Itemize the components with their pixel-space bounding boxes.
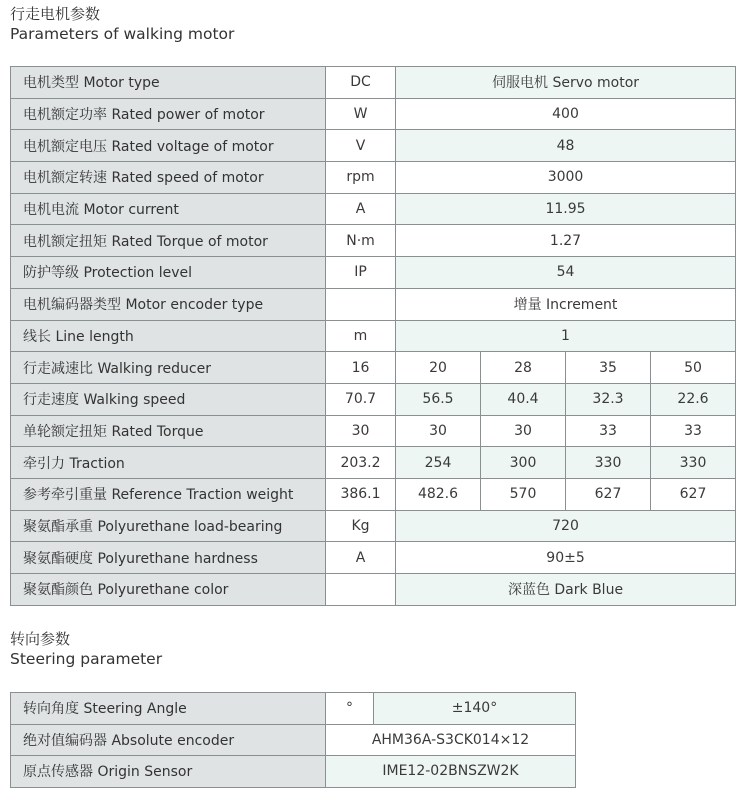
- row-value: 54: [396, 257, 736, 289]
- row-label: 参考牵引重量 Reference Traction weight: [11, 478, 326, 510]
- row-value: 627: [651, 478, 736, 510]
- row-label: 电机电流 Motor current: [11, 193, 326, 225]
- row-value: 40.4: [481, 383, 566, 415]
- table-row: [11, 130, 736, 162]
- row-unit: 16: [326, 352, 396, 384]
- row-unit: N·m: [326, 225, 396, 257]
- table-row: [11, 288, 736, 320]
- row-unit: 70.7: [326, 383, 396, 415]
- row-value: 56.5: [396, 383, 481, 415]
- row-value: 1.27: [396, 225, 736, 257]
- table-row: [11, 574, 736, 606]
- table-row: [11, 98, 736, 130]
- row-value: 570: [481, 478, 566, 510]
- row-value: 1: [396, 320, 736, 352]
- row-label: 行走减速比 Walking reducer: [11, 352, 326, 384]
- row-label: 原点传感器 Origin Sensor: [11, 756, 326, 788]
- row-value: 50: [651, 352, 736, 384]
- row-value: 33: [651, 415, 736, 447]
- row-value: 32.3: [566, 383, 651, 415]
- table-row: [11, 352, 736, 384]
- table-row: [11, 383, 736, 415]
- walking-title-zh: 行走电机参数: [10, 5, 101, 23]
- row-value: 330: [566, 447, 651, 479]
- steering-title-zh: 转向参数: [10, 630, 71, 648]
- table-row: [11, 510, 736, 542]
- row-unit: Kg: [326, 510, 396, 542]
- row-label: 电机额定转速 Rated speed of motor: [11, 162, 326, 194]
- row-unit: A: [326, 193, 396, 225]
- row-unit: 203.2: [326, 447, 396, 479]
- row-value: 22.6: [651, 383, 736, 415]
- steering-table: [10, 692, 576, 788]
- row-unit: 386.1: [326, 478, 396, 510]
- table-row: [11, 193, 736, 225]
- row-label: 电机编码器类型 Motor encoder type: [11, 288, 326, 320]
- row-unit: °: [326, 693, 374, 725]
- row-label: 牵引力 Traction: [11, 447, 326, 479]
- row-value: 35: [566, 352, 651, 384]
- row-label: 绝对值编码器 Absolute encoder: [11, 724, 326, 756]
- row-value: 30: [396, 415, 481, 447]
- row-label: 电机额定功率 Rated power of motor: [11, 98, 326, 130]
- row-label: 行走速度 Walking speed: [11, 383, 326, 415]
- row-unit: [326, 574, 396, 606]
- row-unit: V: [326, 130, 396, 162]
- row-unit: [326, 288, 396, 320]
- row-value: 482.6: [396, 478, 481, 510]
- row-value: ±140°: [374, 693, 576, 725]
- row-value: 90±5: [396, 542, 736, 574]
- table-row: [11, 320, 736, 352]
- row-label: 聚氨酯硬度 Polyurethane hardness: [11, 542, 326, 574]
- row-value: 增量 Increment: [396, 288, 736, 320]
- row-value: 30: [481, 415, 566, 447]
- table-row: [11, 447, 736, 479]
- row-label: 防护等级 Protection level: [11, 257, 326, 289]
- table-row: [11, 225, 736, 257]
- row-value: 400: [396, 98, 736, 130]
- row-unit: rpm: [326, 162, 396, 194]
- table-row: [11, 693, 576, 725]
- table-row: [11, 415, 736, 447]
- row-value: 330: [651, 447, 736, 479]
- row-unit: 30: [326, 415, 396, 447]
- row-value: 3000: [396, 162, 736, 194]
- table-row: [11, 257, 736, 289]
- row-label: 单轮额定扭矩 Rated Torque: [11, 415, 326, 447]
- row-label: 电机额定扭矩 Rated Torque of motor: [11, 225, 326, 257]
- row-unit: W: [326, 98, 396, 130]
- row-value: 33: [566, 415, 651, 447]
- row-unit: DC: [326, 67, 396, 99]
- row-value: 720: [396, 510, 736, 542]
- row-value: 28: [481, 352, 566, 384]
- row-value: 254: [396, 447, 481, 479]
- row-value: 11.95: [396, 193, 736, 225]
- row-unit: A: [326, 542, 396, 574]
- row-label: 线长 Line length: [11, 320, 326, 352]
- steering-heading: [10, 629, 162, 669]
- steering-title-en: Steering parameter: [10, 650, 163, 668]
- row-value: IME12-02BNSZW2K: [326, 756, 576, 788]
- walking-title-en: Parameters of walking motor: [10, 25, 235, 43]
- row-label: 聚氨酯承重 Polyurethane load-bearing: [11, 510, 326, 542]
- row-value: AHM36A-S3CK014×12: [326, 724, 576, 756]
- walking-motor-table: [10, 66, 736, 606]
- row-value: 20: [396, 352, 481, 384]
- table-row: [11, 542, 736, 574]
- walking-motor-heading: [10, 4, 234, 44]
- row-value: 300: [481, 447, 566, 479]
- row-value: 深蓝色 Dark Blue: [396, 574, 736, 606]
- row-value: 伺服电机 Servo motor: [396, 67, 736, 99]
- row-unit: m: [326, 320, 396, 352]
- row-label: 转向角度 Steering Angle: [11, 693, 326, 725]
- row-label: 电机类型 Motor type: [11, 67, 326, 99]
- row-value: 48: [396, 130, 736, 162]
- table-row: [11, 67, 736, 99]
- row-unit: IP: [326, 257, 396, 289]
- table-row: [11, 724, 576, 756]
- row-label: 聚氨酯颜色 Polyurethane color: [11, 574, 326, 606]
- row-value: 627: [566, 478, 651, 510]
- table-row: [11, 756, 576, 788]
- table-row: [11, 478, 736, 510]
- table-row: [11, 162, 736, 194]
- row-label: 电机额定电压 Rated voltage of motor: [11, 130, 326, 162]
